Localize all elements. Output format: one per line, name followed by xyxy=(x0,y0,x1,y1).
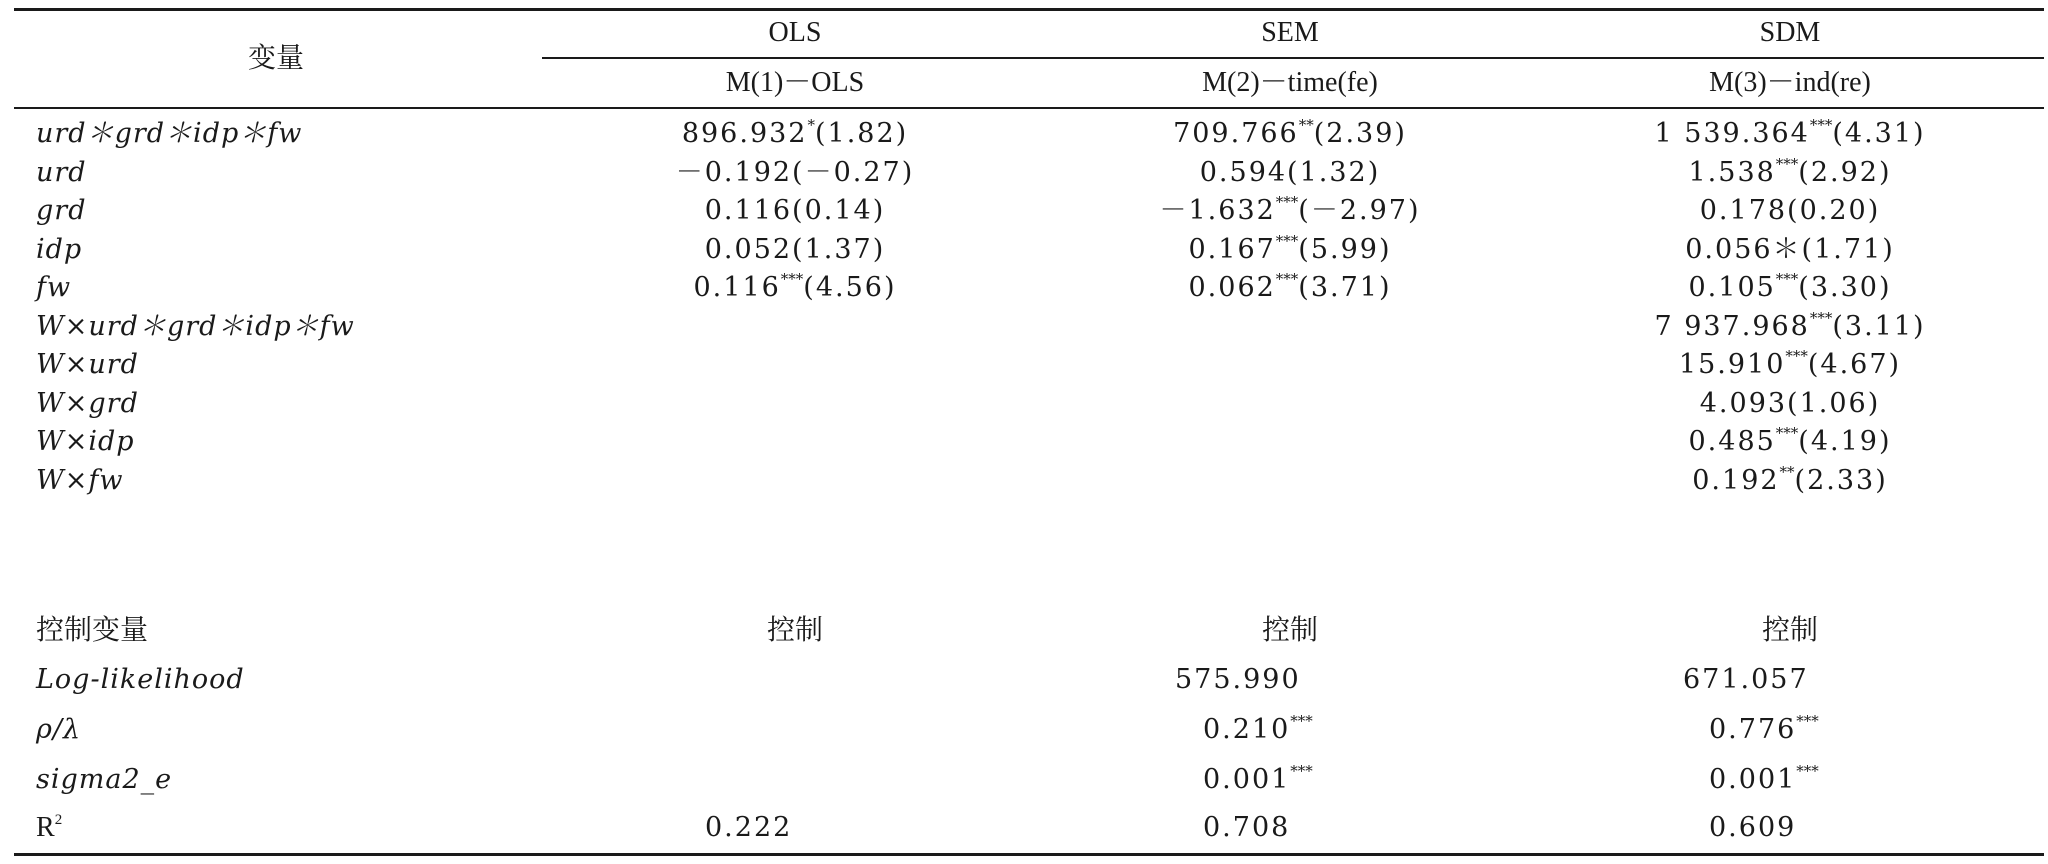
coef-cell-sdm xyxy=(1540,307,2040,347)
coef-value: 0.485 xyxy=(1688,426,1776,457)
coef-tstat: (0.20) xyxy=(1787,195,1881,226)
row-label-r2 xyxy=(36,808,62,848)
coef-value: 1.538 xyxy=(1688,156,1776,188)
coef-cell-sdm xyxy=(1540,345,2040,385)
loglik-sem: 575.990 xyxy=(1175,664,1301,695)
coef-cell-sem xyxy=(1040,191,1540,231)
significance-stars: *** xyxy=(1275,270,1299,288)
coef-cell-sem xyxy=(1040,114,1540,154)
coef-tstat: (3.30) xyxy=(1798,272,1892,303)
significance-stars: *** xyxy=(1785,347,1808,365)
coef-cell-ols xyxy=(540,191,1050,231)
coef-tstat: (4.56) xyxy=(803,272,897,303)
r2-sem: 0.708 xyxy=(1203,812,1291,843)
sigma-sdm-value: 0.001 xyxy=(1709,764,1797,795)
significance-stars: ** xyxy=(1298,116,1314,134)
sigma-sem xyxy=(1203,760,1313,800)
rho-sdm xyxy=(1709,710,1819,750)
coef-value: 0.167 xyxy=(1188,233,1276,265)
sigma-sdm xyxy=(1709,760,1819,800)
coef-value: 0.062 xyxy=(1188,272,1276,303)
significance-stars: *** xyxy=(1809,116,1833,134)
coef-tstat: (－2.97) xyxy=(1298,195,1421,226)
row-label: grd xyxy=(36,195,87,226)
significance-stars: *** xyxy=(780,270,804,288)
coef-value: 0.192 xyxy=(1692,464,1780,496)
header-model-2: M(2)－time(fe) xyxy=(1202,67,1378,98)
rho-sdm-value: 0.776 xyxy=(1709,714,1797,745)
sigma-sdm-stars: *** xyxy=(1796,762,1819,780)
coef-value: 0.594 xyxy=(1199,156,1288,188)
coef-value: －1.632 xyxy=(1159,195,1276,226)
controls-sdm: 控制 xyxy=(1761,613,1818,646)
row-label: idp xyxy=(36,233,83,265)
coef-cell-ols xyxy=(540,114,1050,154)
coef-value: －0.192 xyxy=(675,156,793,188)
header-group-rule xyxy=(542,57,2044,59)
coef-tstat: (0.14) xyxy=(792,195,886,226)
coef-value: 1 539.364 xyxy=(1654,118,1810,149)
coef-cell-sem xyxy=(1040,153,1540,193)
coef-tstat: (1.82) xyxy=(814,118,909,149)
coef-tstat: (－0.27) xyxy=(792,156,915,188)
header-group-ols: OLS xyxy=(768,17,822,48)
coef-tstat: (3.11) xyxy=(1832,310,1926,342)
coef-cell-sdm xyxy=(1540,230,2040,270)
rho-sem xyxy=(1203,710,1313,750)
rho-sdm-stars: *** xyxy=(1796,712,1819,730)
coef-value: 709.766 xyxy=(1173,118,1299,149)
significance-stars: ** xyxy=(1779,462,1795,481)
coef-value: 0.178 xyxy=(1699,195,1788,226)
header-model-3: M(3)－ind(re) xyxy=(1709,67,1871,98)
coef-cell-sdm xyxy=(1540,422,2040,462)
sigma-sem-stars: *** xyxy=(1290,762,1313,780)
table-top-rule xyxy=(14,8,2044,11)
row-label-loglik: Log-likelihood xyxy=(36,664,245,695)
table-bottom-rule xyxy=(14,853,2044,856)
row-label: urd xyxy=(36,156,87,188)
coef-cell-sdm xyxy=(1540,153,2040,193)
row-label: W×idp xyxy=(36,426,135,457)
coef-value: 0.105 xyxy=(1688,272,1776,303)
header-bottom-rule xyxy=(14,107,2044,109)
row-label: W×grd xyxy=(36,387,139,419)
coef-cell-sdm xyxy=(1540,268,2040,308)
controls-sem: 控制 xyxy=(1261,613,1318,646)
rho-sem-stars: *** xyxy=(1290,712,1313,730)
r2-label-sup: 2 xyxy=(54,812,63,828)
coef-tstat: (4.31) xyxy=(1832,118,1926,149)
header-variable-label: 变量 xyxy=(248,41,305,74)
r2-label-text: R xyxy=(36,812,55,843)
row-label: W×urd＊grd＊idp＊fw xyxy=(36,310,355,342)
header-group-sem: SEM xyxy=(1261,17,1319,48)
coef-tstat: (4.67) xyxy=(1807,349,1902,380)
coef-value: 896.932 xyxy=(681,118,808,149)
coef-value: 4.093 xyxy=(1699,387,1788,419)
coef-tstat: (5.99) xyxy=(1298,233,1392,265)
row-label-controls: 控制变量 xyxy=(36,613,149,646)
significance-stars: *** xyxy=(1275,231,1299,250)
row-label-sigma: sigma2_e xyxy=(36,764,173,795)
coef-cell-sdm xyxy=(1540,384,2040,424)
coef-cell-ols xyxy=(540,268,1050,308)
coef-value: 0.116 xyxy=(704,195,793,226)
coef-tstat: (1.71) xyxy=(1801,233,1895,265)
coef-tstat: (3.71) xyxy=(1298,272,1392,303)
coef-tstat: (2.39) xyxy=(1313,118,1407,149)
significance-stars: *** xyxy=(1809,308,1833,327)
r2-sdm: 0.609 xyxy=(1709,812,1797,843)
significance-stars: *** xyxy=(1775,154,1799,173)
row-label: fw xyxy=(36,272,72,303)
loglik-sdm: 671.057 xyxy=(1683,664,1809,695)
rho-sem-value: 0.210 xyxy=(1203,714,1291,745)
r2-ols: 0.222 xyxy=(705,812,793,843)
coef-cell-sdm xyxy=(1540,191,2040,231)
coef-tstat: (2.92) xyxy=(1798,156,1892,188)
coef-cell-sem xyxy=(1040,230,1540,270)
coef-cell-ols xyxy=(540,153,1050,193)
significance-stars: *** xyxy=(1275,193,1299,211)
coef-value: 7 937.968 xyxy=(1654,310,1810,342)
sigma-sem-value: 0.001 xyxy=(1203,764,1291,795)
coef-cell-sdm xyxy=(1540,461,2040,501)
controls-ols: 控制 xyxy=(766,613,823,646)
header-group-sdm: SDM xyxy=(1759,17,1821,48)
coef-value: 0.052 xyxy=(704,233,793,265)
row-label-rho: ρ/λ xyxy=(36,714,82,745)
significance-stars: *** xyxy=(1775,424,1799,442)
coef-tstat: (4.19) xyxy=(1798,426,1892,457)
coef-value: 0.056＊ xyxy=(1685,233,1802,265)
coef-tstat: (2.33) xyxy=(1794,464,1888,496)
coef-cell-sdm xyxy=(1540,114,2040,154)
coef-tstat: (1.06) xyxy=(1787,387,1881,419)
coef-tstat: (1.32) xyxy=(1287,156,1381,188)
row-label: urd＊grd＊idp＊fw xyxy=(36,118,303,149)
coef-tstat: (1.37) xyxy=(792,233,886,265)
header-model-1: M(1)－OLS xyxy=(725,67,865,98)
coef-cell-ols xyxy=(540,230,1050,270)
row-label: W×urd xyxy=(36,349,139,380)
coef-cell-sem xyxy=(1040,268,1540,308)
coef-value: 0.116 xyxy=(693,272,781,303)
significance-stars: *** xyxy=(1775,270,1799,288)
significance-stars: * xyxy=(807,116,815,134)
row-label: W×fw xyxy=(36,464,124,496)
coef-value: 15.910 xyxy=(1678,349,1786,380)
